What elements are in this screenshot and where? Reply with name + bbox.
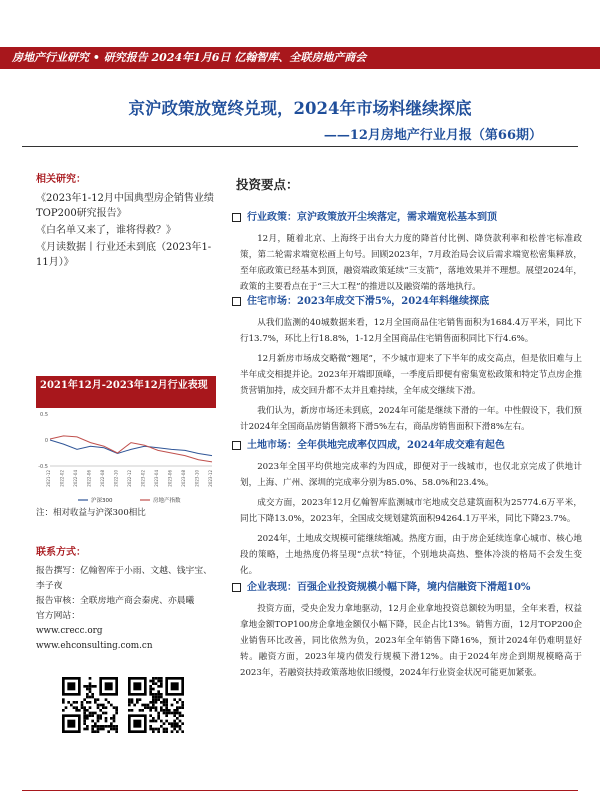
chart-note: 注：相对收益与沪深300相比	[36, 508, 146, 518]
x-tick-label: 2022-06	[86, 470, 92, 487]
x-tick-label: 2023-04	[154, 470, 159, 487]
x-tick-label: 2021-12	[46, 470, 51, 487]
contact-website-label: 官方网站：	[36, 611, 80, 621]
policy-section	[232, 208, 582, 299]
related-item[interactable]: 《2023年1-12月中国典型房企销售业绩TOP200研究报告》	[36, 193, 214, 219]
checkbox-icon	[232, 297, 241, 306]
x-tick-label: 2022-12	[127, 470, 132, 487]
paragraph: 从我们监测的40城数据来看，12月全国商品住宅销售面积为1684.4万平米，同比下行13.7%，环比上行18.8%，1-12月全国商品住宅销售面积同比下行4.6%。	[240, 318, 582, 344]
website-link[interactable]: www.ehconsulting.com.cn	[36, 641, 153, 651]
paragraph: 12月，随着北京、上海终于出台大力度的降首付比例、降贷款利率和松普宅标准政策，第二轮需求端宽松画上句号。回顾2023年，7月政治局会议后需求端宽松密集释放，至年底政策已经基本到顶，融资端政策延续“三支箭”，落地效果并不理想。展望2024年，政策的主要看点在于“三大工程”的推进以及融资端的落地执行。	[240, 234, 582, 292]
y-tick-label: 0.5	[40, 412, 48, 418]
contact-reviewer: 报告审核：全联房地产商会秦虎、亦晨曦	[36, 596, 195, 606]
x-tick-label: 2023-10	[194, 470, 200, 487]
contact-block	[36, 545, 216, 654]
housing-section	[232, 292, 582, 439]
x-tick-label: 2023-12	[208, 470, 213, 487]
checkbox-icon	[232, 213, 241, 222]
x-tick-label: 2022-02	[59, 470, 65, 487]
paragraph: 12月新房市场成交略微“翘尾”，不少城市迎来了下半年的成交高点，但是依旧难与上半年成交相提并论。2023年开端即顶峰，一季度后即便有密集宽松政策和特定节点房企推货营销加持，成交回升都不太并且难持续，全年成交继续下滑。	[240, 354, 582, 396]
enterprise-section	[232, 578, 582, 685]
land-section	[232, 436, 582, 583]
x-tick-label: 2022-10	[113, 470, 119, 487]
chart-svg	[36, 408, 216, 506]
report-title: 京沪政策放宽终兑现，2024年市场料继续探底	[128, 99, 472, 118]
industry-chart	[36, 376, 216, 506]
x-tick-label: 2022-08	[100, 470, 105, 487]
investment-header	[232, 175, 582, 193]
checkbox-icon	[232, 441, 241, 450]
section-title: 行业政策：京沪政策放开尘埃落定，需求端宽松基本到顶	[232, 208, 582, 223]
related-item[interactable]: 《白名单又来了，谁将得救？》	[36, 225, 176, 236]
paragraph: 我们认为，新房市场还未到底，2024年可能是继续下滑的一年。中性假设下，我们预计2024年全国商品房销售额将下滑5%左右，商品房销售面积下滑8%左右。	[240, 406, 582, 432]
section-title: 土地市场：全年供地完成率仅四成，2024年成交难有起色	[232, 436, 582, 451]
investment-title: 投资要点：	[236, 177, 299, 192]
x-tick-label: 2023-02	[140, 470, 146, 487]
paragraph: 投资方面，受央企发力拿地驱动，12月企业拿地投资总额较为明显，全年来看，权益拿地金额TOP100房企拿地金额仅小幅下降，民企占比13%。销售方面，12月TOP200企业销售环比改善，同比依然为负，2023年全年销售下降16%，预计2024年仍难明显好转。融资方面，2023年境内债发行规模下滑12%。由于2024年房企到期规模略高于2023年，若融资扶持政策落地依旧缓慢，2024年行业资金状况可能更加紧张。	[240, 604, 582, 678]
related-research-title: 相关研究：	[36, 174, 86, 185]
qr-code-icon	[128, 677, 184, 733]
paragraph: 2024年，土地成交规模可能继续缩减。热度方面，由于房企延续连拿心城市、核心地段的策略，土地热度仍将呈现“点状”特征，个别地块高热、整体冷淡的格局不会发生变化。	[240, 534, 582, 576]
title-divider	[22, 146, 578, 147]
website-link[interactable]: www.crecc.org	[36, 626, 103, 636]
x-tick-label: 2023-08	[181, 470, 186, 487]
qr-code-2	[128, 677, 184, 733]
chart-title: 2021年12月-2023年12月行业表现	[36, 376, 216, 408]
contact-title: 联系方式：	[36, 547, 86, 558]
checkbox-icon	[232, 583, 241, 592]
header-text: 房地产行业研究 • 研究报告 2024年1月6日 亿翰智库、全联房地产商会	[12, 51, 367, 64]
report-subtitle: ——12月房地产行业月报（第66期）	[323, 128, 542, 143]
x-tick-label: 2022-04	[73, 470, 78, 487]
legend-label: 沪深300	[91, 498, 113, 504]
qr-code-1	[62, 677, 118, 733]
left-column	[22, 160, 220, 272]
paragraph: 成交方面，2023年12月亿翰智库监测城市宅地成交总建筑面积为25774.6万平米，同比下降13.0%，2023年，全国成交规划建筑面积94264.1万平米，同比下降23.7%。	[240, 498, 582, 524]
header-bar	[0, 47, 600, 69]
paragraph: 2023年全国平均供地完成率约为四成，即便对于一线城市，也仅北京完成了供地计划，上海、广州、深圳的完成率分别为85.0%、58.0%和23.4%。	[240, 462, 582, 488]
footer-divider	[22, 790, 578, 791]
related-research-list	[36, 191, 220, 270]
y-tick-label: -0.5	[38, 464, 48, 470]
contact-author: 报告撰写：亿翰智库于小雨、文越、钱宇宝、李子夜	[36, 566, 212, 591]
related-item[interactable]: 《月读数据丨行业还未到底（2023年1-11月）》	[36, 242, 212, 268]
legend-label: 房地产指数	[153, 498, 181, 504]
x-tick-label: 2023-06	[167, 470, 173, 487]
qr-code-icon	[62, 677, 118, 733]
section-title: 住宅市场：2023年成交下滑5%，2024年料继续探底	[232, 292, 582, 307]
section-title: 企业表现：百强企业投资规模小幅下降，境内信融资下滑超10%	[232, 578, 582, 593]
y-tick-label: 0	[44, 438, 48, 444]
